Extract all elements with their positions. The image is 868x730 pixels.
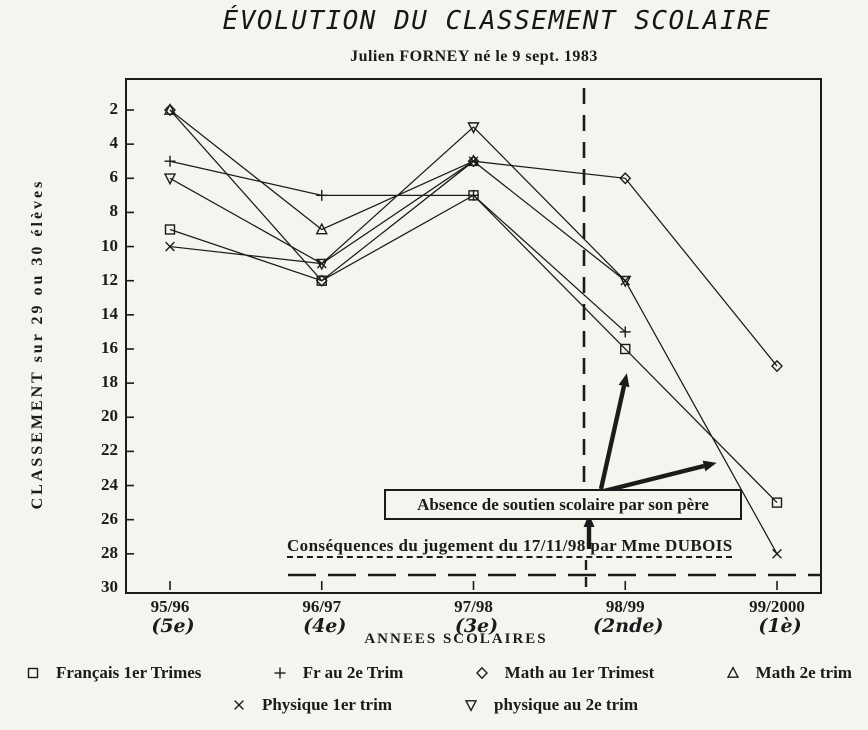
legend-label: Français 1er Trimes [56, 663, 202, 682]
diamond-marker-icon [477, 668, 487, 678]
class-level-label: (5e) [151, 615, 195, 637]
legend-label: Fr au 2e Trim [302, 663, 404, 682]
legend-row [0, 692, 868, 718]
legend-item-fr-2e [271, 663, 404, 683]
y-tick-label: 6 [109, 167, 118, 187]
legend-item-math-2e [724, 663, 852, 683]
y-axis-title: CLASSEMENT sur 29 ou 30 élèves [29, 178, 46, 510]
event-annotation: Conséquences du jugement du 17/11/98 par Mme DUBOIS [287, 536, 733, 555]
y-tick-label: 20 [101, 406, 118, 426]
legend [0, 660, 868, 718]
x-tick-label: 95/96 [150, 597, 190, 616]
legend-item-math-1er [473, 663, 655, 683]
legend-item-physique-1er [230, 695, 392, 715]
y-tick-label: 18 [101, 372, 118, 392]
class-level-label: (2nde) [593, 615, 664, 637]
triangle-down-marker-icon [466, 701, 476, 711]
y-tick-label: 12 [101, 269, 118, 289]
y-tick-label: 24 [101, 474, 118, 494]
triangle-up-marker-icon [728, 668, 738, 678]
triangle-up-marker-icon [724, 664, 742, 682]
x-axis-title: ANNEES SCOLAIRES [364, 631, 548, 647]
legend-label: Math 2e trim [755, 663, 852, 682]
chart-title: ÉVOLUTION DU CLASSEMENT SCOLAIRE [222, 6, 772, 36]
y-tick-label: 22 [101, 440, 118, 460]
y-tick-label: 8 [109, 201, 118, 221]
chart-subtitle: Julien FORNEY né le 9 sept. 1983 [350, 48, 598, 65]
class-level-label: (4e) [303, 615, 347, 637]
legend-label: Physique 1er trim [261, 695, 392, 714]
y-tick-label: 10 [101, 235, 118, 255]
legend-label: physique au 2e trim [493, 695, 639, 714]
y-tick-label: 14 [101, 303, 118, 323]
legend-item-francais-1er [24, 663, 201, 683]
x-tick-label: 96/97 [302, 597, 342, 616]
x-marker-icon [230, 696, 248, 714]
square-marker-icon [24, 664, 42, 682]
x-tick-label: 98/99 [605, 597, 645, 616]
plus-marker-icon [271, 664, 289, 682]
x-tick-label: 97/98 [454, 597, 493, 616]
y-tick-label: 2 [109, 99, 118, 118]
annotation-box: Absence de soutien scolaire par son père [384, 489, 742, 520]
x-tick-label: 99/2000 [749, 597, 805, 616]
legend-row [0, 660, 868, 686]
triangle-down-marker-icon [462, 696, 480, 714]
legend-item-physique-2e [462, 695, 638, 715]
y-tick-label: 30 [101, 576, 118, 596]
legend-label: Math au 1er Trimest [504, 663, 655, 682]
y-tick-label: 4 [109, 133, 118, 153]
square-marker-icon [29, 669, 38, 678]
class-level-label: (1è) [758, 615, 802, 637]
y-tick-label: 26 [101, 508, 118, 528]
diamond-marker-icon [473, 664, 491, 682]
class-level-label: (3e) [454, 615, 499, 637]
y-tick-label: 16 [101, 337, 118, 357]
y-tick-label: 28 [101, 542, 118, 562]
